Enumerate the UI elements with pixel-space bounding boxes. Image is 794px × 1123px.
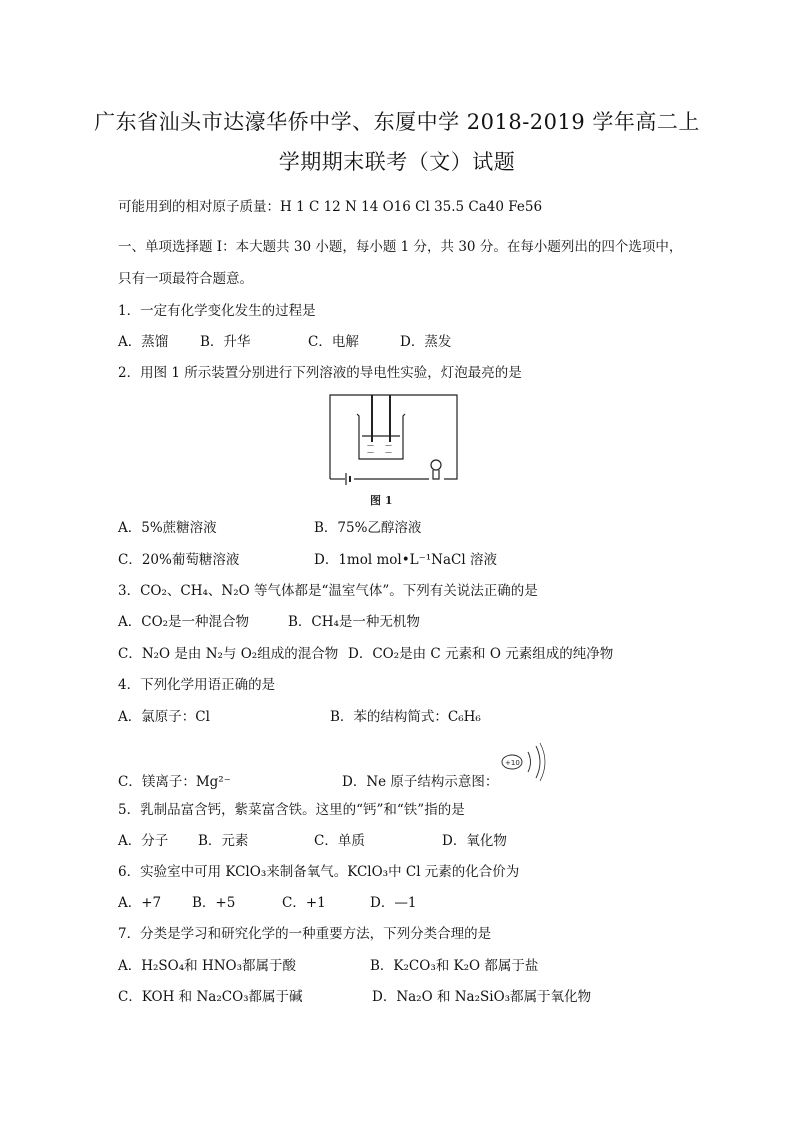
q3-option-d: D．CO₂是由 C 元素和 O 元素组成的纯净物 (348, 646, 614, 662)
svg-text:—: — (367, 448, 374, 456)
q6-option-b: B．+5 (192, 895, 236, 911)
q5-option-c: C．单质 (314, 833, 365, 849)
ne-atom-diagram (500, 742, 560, 782)
q7-option-c: C．KOH 和 Na₂CO₃都属于碱 (118, 989, 303, 1005)
q4-option-b: B．苯的结构简式：C₆H₆ (330, 709, 481, 725)
q4-stem: 4．下列化学用语正确的是 (118, 677, 276, 693)
q6-option-d: D．—1 (370, 895, 417, 911)
q7-option-d: D．Na₂O 和 Na₂SiO₃都属于氧化物 (372, 989, 592, 1005)
q4-option-c: C．镁离子：Mg²⁻ (118, 774, 231, 790)
svg-text:—: — (367, 441, 374, 449)
q7-stem: 7．分类是学习和研究化学的一种重要方法，下列分类合理的是 (118, 926, 492, 942)
atomic-mass-line: 可能用到的相对原子质量：H 1 C 12 N 14 O16 Cl 35.5 Ca40 Fe56 (118, 199, 543, 215)
q1-stem: 1．一定有化学变化发生的过程是 (118, 303, 316, 319)
q5-option-b: B．元素 (198, 833, 249, 849)
svg-text:—: — (385, 441, 392, 449)
q3-option-c: C．N₂O 是由 N₂与 O₂组成的混合物 (118, 646, 339, 662)
conductivity-apparatus-figure (325, 392, 460, 512)
q6-option-c: C．+1 (282, 895, 326, 911)
q2-option-a: A．5%蔗糖溶液 (118, 520, 217, 536)
q5-option-d: D．氧化物 (442, 833, 507, 849)
q4-option-a: A．氯原子：Cl (118, 709, 210, 725)
q6-stem: 6．实验室中可用 KClO₃来制备氧气。KClO₃中 Cl 元素的化合价为 (118, 864, 520, 880)
q1-option-d: D．蒸发 (400, 334, 452, 350)
q1-option-c: C．电解 (308, 334, 359, 350)
q2-option-b: B．75%乙醇溶液 (314, 520, 422, 536)
section-intro-1: 一、单项选择题 I：本大题共 30 小题，每小题 1 分，共 30 分。在每小题列出的四个选项中， (118, 239, 683, 255)
q6-option-a: A．+7 (118, 895, 162, 911)
q5-option-a: A．分子 (118, 833, 169, 849)
q2-stem: 2．用图 1 所示装置分别进行下列溶液的导电性实验，灯泡最亮的是 (118, 365, 522, 381)
svg-text:—: — (385, 448, 392, 456)
q4-option-d: D．Ne 原子结构示意图： (342, 774, 499, 790)
q7-option-a: A．H₂SO₄和 HNO₃都属于酸 (118, 958, 297, 974)
q7-option-b: B．K₂CO₃和 K₂O 都属于盐 (370, 958, 539, 974)
q5-stem: 5．乳制品富含钙，紫菜富含铁。这里的“钙”和“铁”指的是 (118, 802, 465, 818)
q3-stem: 3．CO₂、CH₄、N₂O 等气体都是“温室气体”。下列有关说法正确的是 (118, 583, 538, 599)
title-line-2: 学期期末联考（文）试题 (278, 150, 516, 174)
q3-option-a: A．CO₂是一种混合物 (118, 614, 250, 630)
section-intro-2: 只有一项最符合题意。 (118, 271, 253, 287)
q1-option-b: B．升华 (200, 334, 251, 350)
ne-nucleus-label: +10 (505, 759, 520, 767)
q3-option-b: B．CH₄是一种无机物 (288, 614, 420, 630)
q2-option-d: D．1mol mol•L⁻¹NaCl 溶液 (314, 552, 497, 568)
q2-option-c: C．20%葡萄糖溶液 (118, 552, 240, 568)
title-line-1: 广东省汕头市达濠华侨中学、东厦中学 2018-2019 学年高二上 (94, 110, 700, 134)
q1-option-a: A．蒸馏 (118, 334, 169, 350)
figure-caption: 图 1 (370, 494, 393, 507)
